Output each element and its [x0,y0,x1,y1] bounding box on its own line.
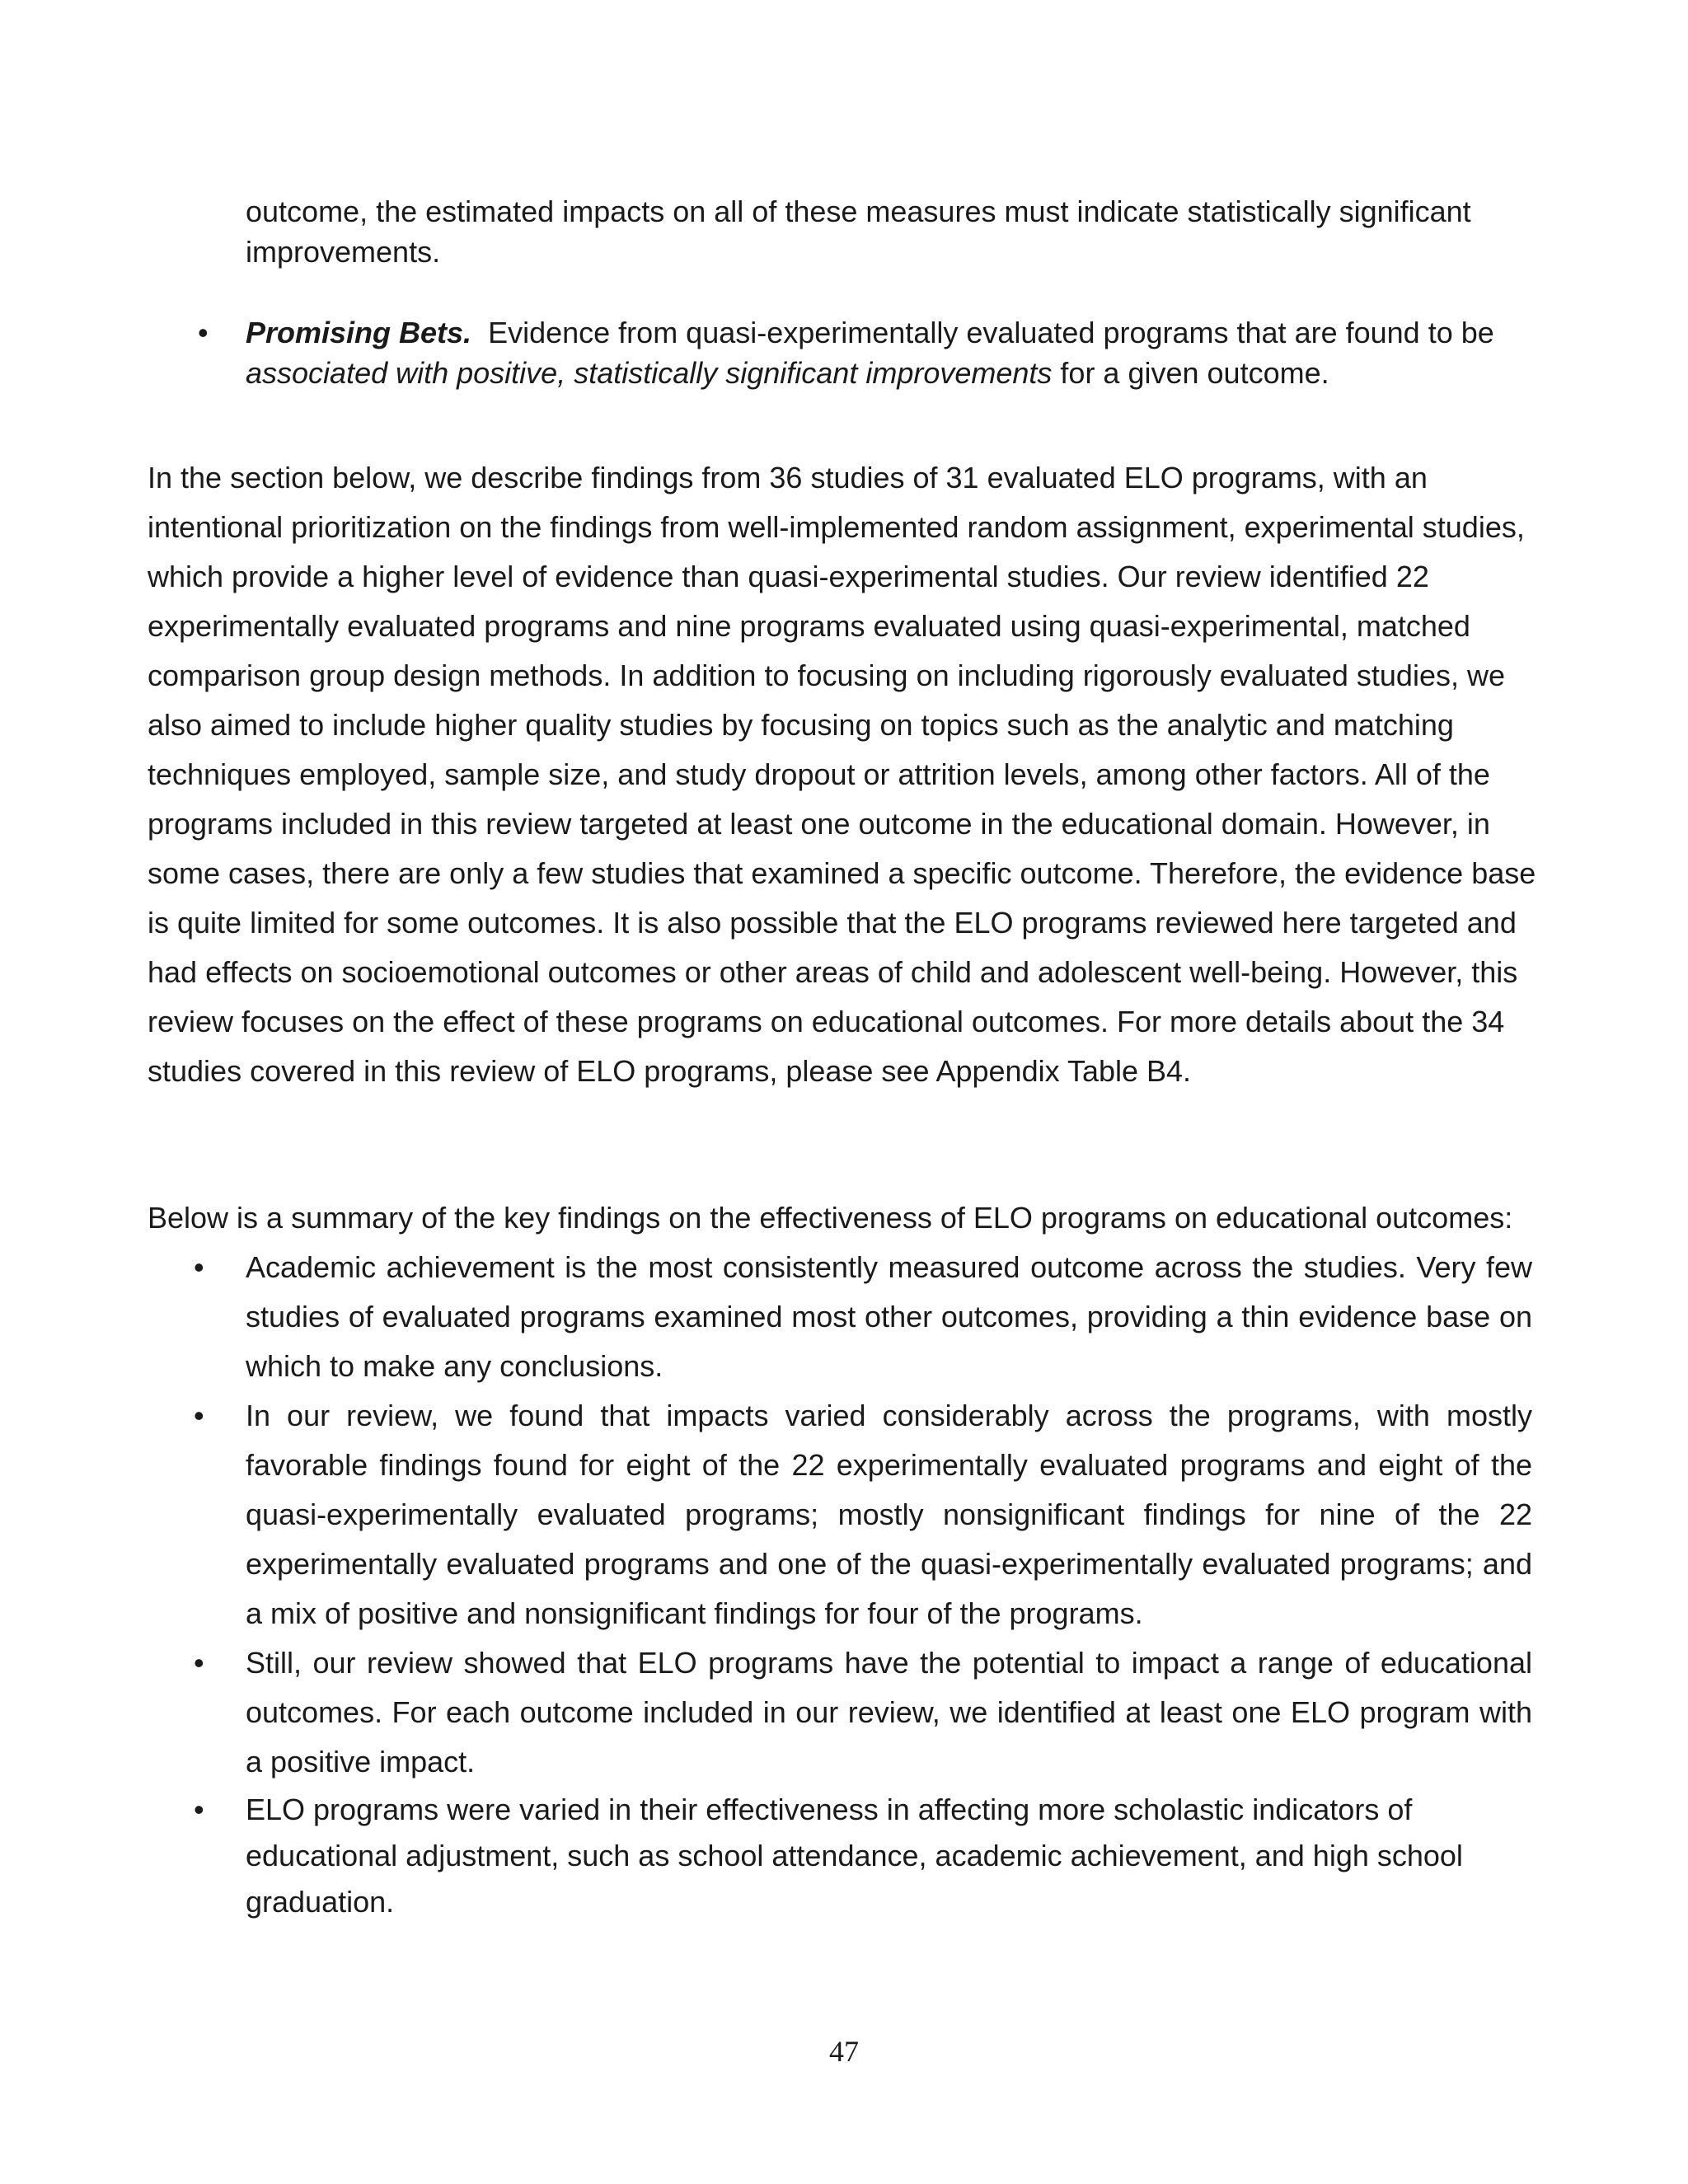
continuation-text: outcome, the estimated impacts on all of these measures must indicate statistically significant improvements. [246,194,1471,269]
bullet-icon: • [194,1399,204,1432]
findings-list [148,1243,1532,1925]
finding-item [148,1391,1532,1638]
finding-text: ELO programs were varied in their effectiveness in affecting more scholastic indicators of educational adjustment, such as school attendance, academic achievement, and high school graduation. [246,1793,1463,1919]
bullet-icon: • [194,1250,204,1284]
promising-bets-emphasis: associated with positive, statistically significant improvements [246,356,1053,390]
finding-item [148,1243,1532,1391]
bullet-icon: • [194,1793,204,1826]
promising-bets-term: Promising Bets. [246,316,472,349]
finding-item [148,1787,1532,1925]
page-number: 47 [829,2035,859,2068]
finding-text: Still, our review showed that ELO programs have the potential to impact a range of educational outcomes. For each outcome included in our review, we identified at least one ELO program with a positive impact. [246,1646,1532,1779]
finding-text: In our review, we found that impacts varied considerably across the programs, with mostly favorable findings found for eight of the 22 experimentally evaluated programs and eight of the quasi-experimentally evaluated programs; mostly nonsignificant findings for nine of the 22 experimentally evaluated programs and one of the quasi-experimentally evaluated programs; and a mix of positive and nonsignificant findings for four of the programs. [246,1399,1532,1630]
finding-text: Academic achievement is the most consistently measured outcome across the studies. Very few studies of evaluated programs examined most other outcomes, providing a thin evidence base on which to make any conclusions. [246,1250,1532,1383]
paragraph-methods: In the section below, we describe findings from 36 studies of 31 evaluated ELO programs, with an intentional prioritization on the findings from well-implemented random assignment, experimental studies, which provide a higher level of evidence than quasi-experimental studies. Our review identified 22 experimentally evaluated programs and nine programs evaluated using quasi-experimental, matched comparison group design methods. In addition to focusing on including rigorously evaluated studies, we also aimed to include higher quality studies by focusing on topics such as the analytic and matching techniques employed, sample size, and study dropout or attrition levels, among other factors. All of the programs included in this review targeted at least one outcome in the educational domain. However, in some cases, there are only a few studies that examined a specific outcome. Therefore, the evidence base is quite limited for some outcomes. It is also possible that the ELO programs reviewed here targeted and had effects on socioemotional outcomes or other areas of child and adolescent well-being. However, this review focuses on the effect of these programs on educational outcomes. For more details about the 34 studies covered in this review of ELO programs, please see Appendix Table B4. [148,461,1536,1088]
finding-item [148,1638,1532,1787]
promising-bets-item [246,312,1531,393]
bullet-icon: • [194,1646,204,1680]
paragraph-findings-intro: Below is a summary of the key findings on the effectiveness of ELO programs on educational outcomes: [148,1201,1513,1235]
promising-bets-text-before: Evidence from quasi-experimentally evaluated programs that are found to be [488,316,1494,349]
promising-bets-text-after: for a given outcome. [1060,356,1329,390]
promising-bets-bullet: • [198,316,209,349]
